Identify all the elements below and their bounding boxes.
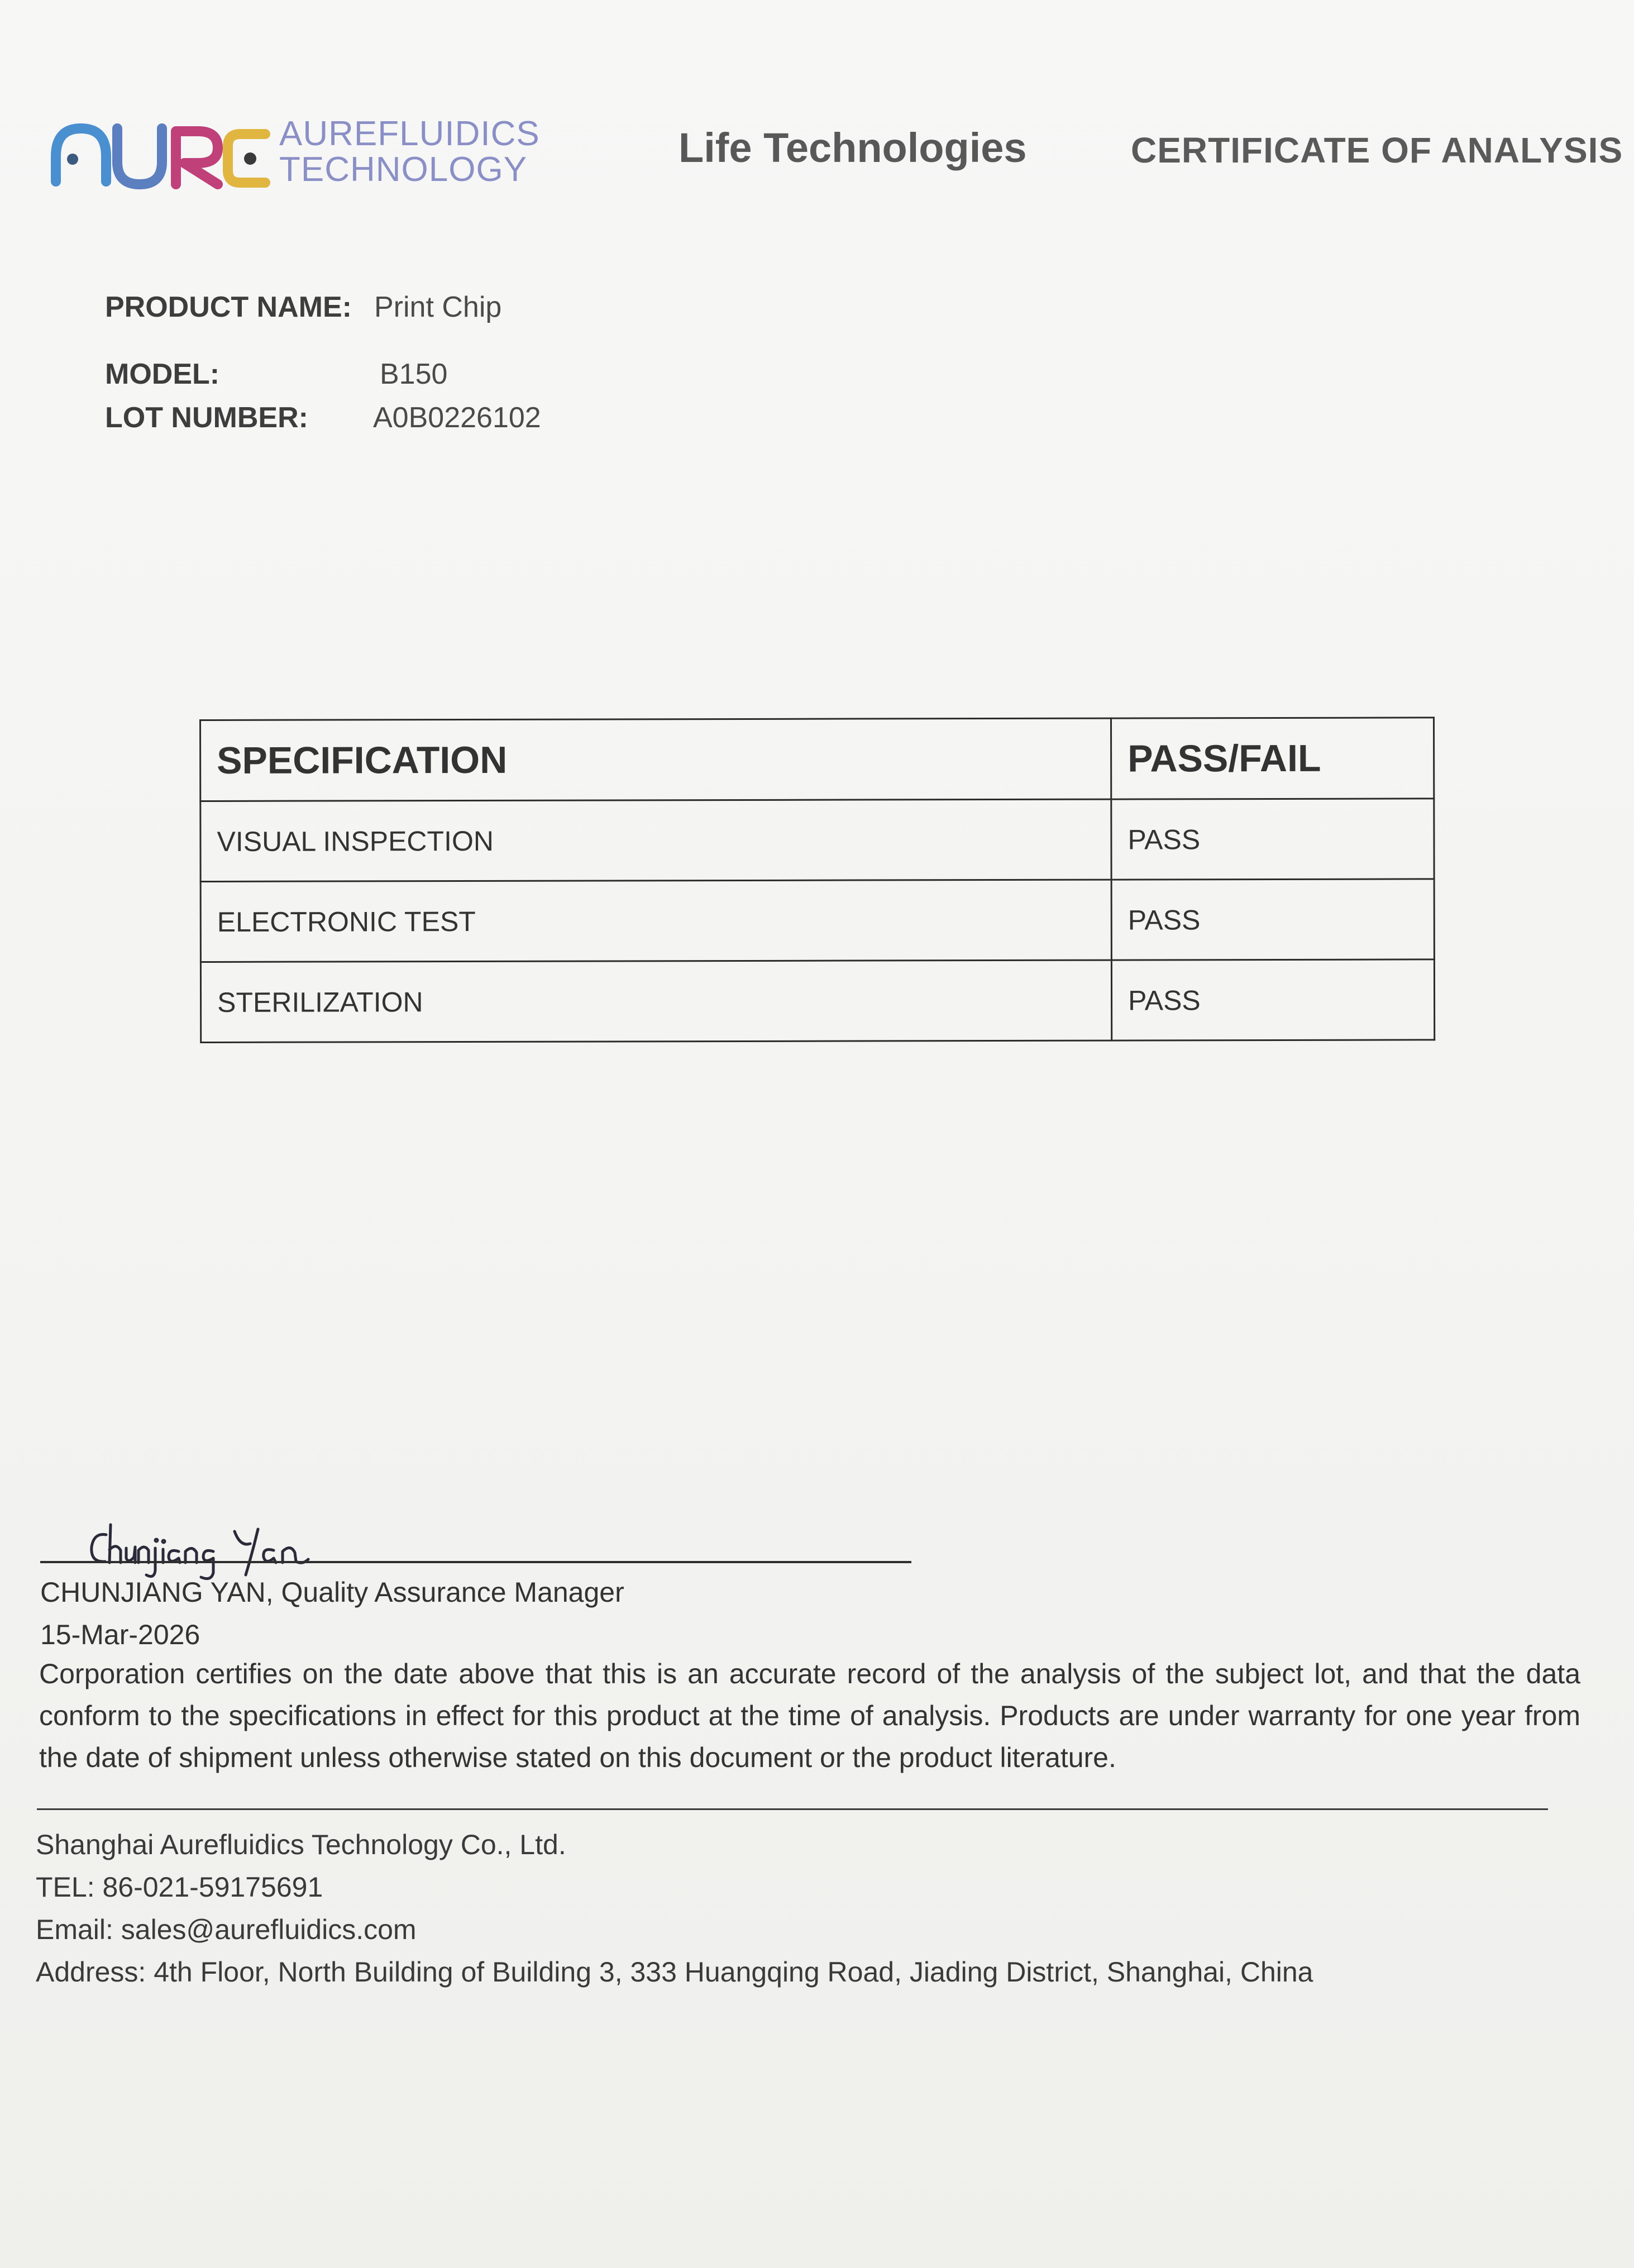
- table-row: [200, 959, 1434, 1043]
- signature-line: [40, 1561, 911, 1563]
- lot-number-value: A0B0226102: [373, 402, 541, 434]
- table-row: [200, 879, 1434, 962]
- table-header-row: [200, 718, 1434, 801]
- result-cell: PASS: [1111, 799, 1434, 880]
- company-logo: [50, 112, 540, 195]
- header-center-title: Life Technologies: [679, 125, 1027, 171]
- model-label: MODEL:: [105, 358, 220, 390]
- model-value: B150: [380, 358, 448, 390]
- company-footer: [36, 1823, 1313, 1993]
- table-row: [200, 799, 1434, 882]
- product-name-label: PRODUCT NAME:: [105, 291, 352, 323]
- product-name-value: Print Chip: [374, 291, 502, 323]
- company-name: Shanghai Aurefluidics Technology Co., Ltd.: [36, 1829, 566, 1860]
- logo-wordmark: [279, 116, 540, 188]
- company-tel: TEL: 86-021-59175691: [36, 1871, 323, 1903]
- aure-logo-mark-icon: [50, 112, 274, 195]
- handwritten-signature: [84, 1519, 363, 1581]
- logo-line-2: TECHNOLOGY: [279, 150, 528, 189]
- signature-date: 15-Mar-2026: [40, 1619, 200, 1650]
- header-specification: SPECIFICATION: [200, 718, 1111, 801]
- result-cell: PASS: [1111, 879, 1434, 960]
- specification-table: [199, 717, 1435, 1043]
- certification-statement: Corporation certifies on the date above that this is an accurate record of the analysis of the subject lot, and that the data conform to the specifications in effect for this product at the time of analysis. Products are under warranty for one year from the date of shipment unless otherwise stated on this document or the product literature.: [39, 1658, 1580, 1773]
- spec-cell: STERILIZATION: [200, 960, 1111, 1042]
- result-cell: PASS: [1111, 959, 1434, 1040]
- lot-number-label: LOT NUMBER:: [105, 402, 308, 434]
- signer-name-title: CHUNJIANG YAN, Quality Assurance Manager: [40, 1577, 624, 1608]
- company-address: Address: 4th Floor, North Building of Building 3, 333 Huangqing Road, Jiading District, Shanghai, China: [36, 1956, 1313, 1988]
- spec-cell: VISUAL INSPECTION: [200, 799, 1111, 881]
- document-title: CERTIFICATE OF ANALYSIS: [1131, 130, 1623, 170]
- logo-line-1: AUREFLUIDICS: [279, 114, 540, 153]
- company-email: Email: sales@aurefluidics.com: [36, 1914, 417, 1945]
- header-pass-fail: PASS/FAIL: [1111, 718, 1434, 799]
- footer-divider: [37, 1808, 1548, 1810]
- spec-cell: ELECTRONIC TEST: [200, 880, 1111, 962]
